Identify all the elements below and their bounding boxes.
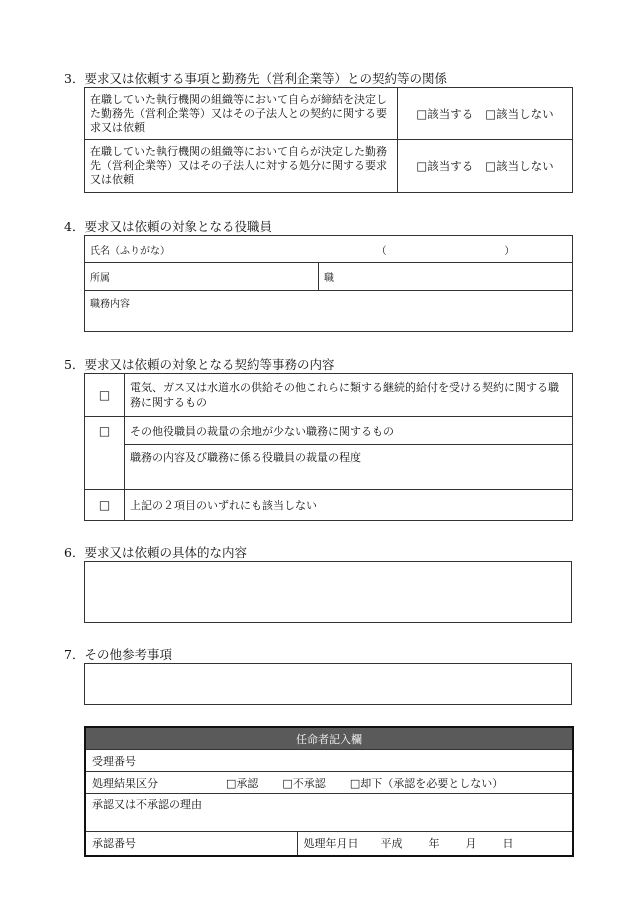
position-label: 職 <box>324 273 334 284</box>
receipt-row <box>85 750 573 772</box>
section5-heading: 5．要求又は依頼の対象となる契約等事務の内容 <box>64 357 335 372</box>
checkbox-item-2[interactable]: □ <box>85 417 125 445</box>
section3-row-1-text: 在職していた執行機関の組織等において自らが締結を決定した勤務先（営利企業等）又はその子法人との契約に関する要求又は依頼 <box>85 88 398 140</box>
reason-field[interactable] <box>85 794 573 832</box>
section3-table <box>84 87 573 193</box>
month-label: 月 <box>465 837 477 851</box>
receipt-field[interactable] <box>85 750 573 772</box>
section5-table <box>84 373 573 521</box>
checkbox-approve[interactable]: □承認 <box>226 776 259 790</box>
approval-number-label: 承認番号 <box>92 837 136 851</box>
section3-row-2 <box>85 140 573 193</box>
furigana-paren-close: ） <box>504 245 515 257</box>
year-label: 年 <box>428 837 440 851</box>
reason-label: 承認又は不承認の理由 <box>92 798 202 811</box>
approval-number-field[interactable] <box>85 832 297 856</box>
checkbox-applicable-2[interactable]: □該当する <box>416 159 474 173</box>
section5-item-2 <box>85 417 573 445</box>
duties-field[interactable] <box>85 291 573 332</box>
appointer-table <box>84 726 574 857</box>
section6-heading: 6．要求又は依頼の具体的な内容 <box>64 545 247 560</box>
section3-row-2-options <box>398 140 573 193</box>
checkbox-reject[interactable]: □不承認 <box>282 776 326 790</box>
section3-heading: 3．要求又は依頼する事項と勤務先（営利企業等）との契約等の関係 <box>64 71 447 86</box>
section3-row-1 <box>85 88 573 140</box>
affiliation-label: 所属 <box>90 273 110 284</box>
name-field[interactable] <box>85 236 573 263</box>
section4-table <box>84 235 573 332</box>
checkbox-applicable-1[interactable]: □該当する <box>416 106 474 121</box>
appointer-title: 任命者記入欄 <box>85 727 573 750</box>
section4-heading: 4．要求又は依頼の対象となる役職員 <box>64 219 272 234</box>
section7-heading: 7．その他参考事項 <box>64 647 172 662</box>
checkbox-not-applicable-2[interactable]: □該当しない <box>485 159 554 173</box>
checkbox-not-applicable-1[interactable]: □該当しない <box>485 106 554 121</box>
day-label: 日 <box>502 837 514 851</box>
section5-item-3 <box>85 490 573 521</box>
affiliation-row <box>85 263 573 291</box>
appointer-title-row <box>85 727 573 750</box>
furigana-paren-open: （ <box>376 245 387 257</box>
affiliation-field[interactable] <box>85 263 319 291</box>
position-field[interactable] <box>319 263 573 291</box>
processing-date-field[interactable] <box>297 832 573 856</box>
result-field <box>85 772 573 794</box>
receipt-label: 受理番号 <box>92 754 136 768</box>
section5-item-2-text: その他役職員の裁量の余地が少ない職務に関するもの <box>125 417 573 445</box>
approval-row <box>85 832 573 856</box>
reason-row <box>85 794 573 832</box>
era-label: 平成 <box>380 837 403 851</box>
duties-row <box>85 291 573 332</box>
section3-row-2-text: 在職していた執行機関の組織等において自らが決定した勤務先（営利企業等）又はその子法人に対する処分に関する要求又は依頼 <box>85 140 398 193</box>
result-label: 処理結果区分 <box>92 776 158 790</box>
result-row <box>85 772 573 794</box>
discretion-field[interactable] <box>125 445 573 490</box>
specific-content-field[interactable] <box>84 561 572 623</box>
name-row <box>85 236 573 263</box>
section5-item-2-sub <box>85 445 573 490</box>
duties-label: 職務内容 <box>90 299 130 310</box>
discretion-label: 職務の内容及び職務に係る役職員の裁量の程度 <box>130 451 361 464</box>
section5-item-1 <box>85 374 573 417</box>
processing-date-label: 処理年月日 <box>303 837 359 851</box>
checkbox-item-3[interactable]: □ <box>85 490 125 521</box>
reference-field[interactable] <box>84 663 572 705</box>
name-label: 氏名（ふりがな） <box>90 245 170 257</box>
checkbox-dismiss[interactable]: □却下（承認を必要としない） <box>349 776 504 790</box>
section3-row-1-options <box>398 88 573 140</box>
checkbox-item-1[interactable]: □ <box>85 374 125 417</box>
section5-item-3-text: 上記の２項目のいずれにも該当しない <box>125 490 573 521</box>
section5-item-1-text: 電気、ガス又は水道水の供給その他これらに類する継続的給付を受ける契約に関する職務に関するもの <box>125 374 573 417</box>
